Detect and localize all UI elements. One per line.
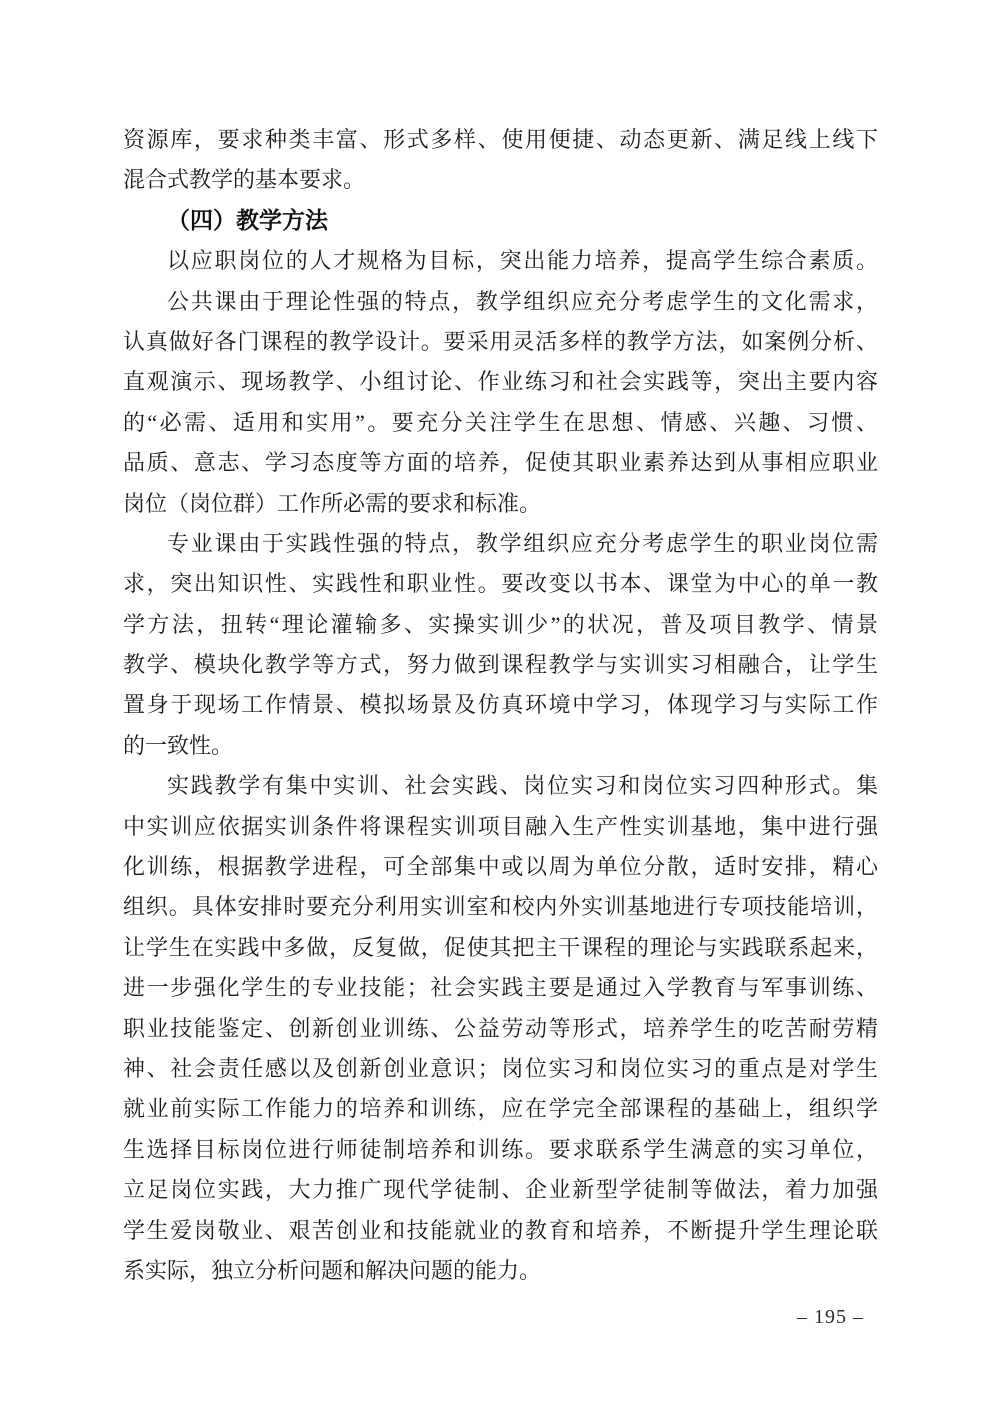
text-line: 实践教学有集中实训、社会实践、岗位实习和岗位实习四种形式。集 bbox=[167, 773, 878, 799]
document-text-block bbox=[123, 120, 878, 1291]
text-line: 教学、模块化教学等方式，努力做到课程教学与实训实习相融合，让学生 bbox=[123, 652, 878, 678]
text-line: 就业前实际工作能力的培养和训练，应在学完全部课程的基础上，组织学 bbox=[123, 1096, 878, 1122]
text-line: 进一步强化学生的专业技能；社会实践主要是通过入学教育与军事训练、 bbox=[123, 975, 878, 1001]
text-line: 的一致性。 bbox=[123, 732, 234, 758]
text-line: 直观演示、现场教学、小组讨论、作业练习和社会实践等，突出主要内容 bbox=[123, 369, 878, 395]
text-line: 组织。具体安排时要充分利用实训室和校内外实训基地进行专项技能培训， bbox=[123, 894, 878, 920]
text-line: 学生爱岗敬业、艰苦创业和技能就业的教育和培养，不断提升学生理论联 bbox=[123, 1217, 878, 1243]
text-line: 认真做好各门课程的教学设计。要采用灵活多样的教学方法，如案例分析、 bbox=[123, 328, 878, 354]
text-line: 混合式教学的基本要求。 bbox=[123, 167, 366, 193]
text-line: 系实际，独立分析问题和解决问题的能力。 bbox=[123, 1257, 542, 1283]
section-heading: （四）教学方法 bbox=[167, 207, 328, 233]
page-footer bbox=[797, 1303, 864, 1331]
text-line: 置身于现场工作情景、模拟场景及仿真环境中学习，体现学习与实际工作 bbox=[123, 692, 878, 718]
text-line: 职业技能鉴定、创新创业训练、公益劳动等形式，培养学生的吃苦耐劳精 bbox=[123, 1015, 878, 1041]
text-line: 让学生在实践中多做，反复做，促使其把主干课程的理论与实践联系起来， bbox=[123, 934, 878, 960]
text-line: 岗位（岗位群）工作所必需的要求和标准。 bbox=[123, 490, 542, 516]
text-line: 立足岗位实践，大力推广现代学徒制、企业新型学徒制等做法，着力加强 bbox=[123, 1177, 878, 1203]
text-line: 资源库，要求种类丰富、形式多样、使用便捷、动态更新、满足线上线下 bbox=[123, 127, 878, 152]
text-line: 求，突出知识性、实践性和职业性。要改变以书本、课堂为中心的单一教 bbox=[123, 571, 878, 597]
text-line: 中实训应依据实训条件将课程实训项目融入生产性实训基地，集中进行强 bbox=[123, 813, 878, 839]
text-line: 化训练，根据教学进程，可全部集中或以周为单位分散，适时安排，精心 bbox=[123, 854, 878, 880]
text-line: 以应职岗位的人才规格为目标，突出能力培养，提高学生综合素质。 bbox=[167, 248, 878, 274]
text-line: 品质、意志、学习态度等方面的培养，促使其职业素养达到从事相应职业 bbox=[123, 450, 878, 476]
text-line: 生选择目标岗位进行师徒制培养和训练。要求联系学生满意的实习单位， bbox=[123, 1136, 878, 1162]
text-line: 学方法，扭转“理论灌输多、实操实训少”的状况，普及项目教学、情景 bbox=[123, 611, 878, 637]
page-number: – 195 – bbox=[797, 1306, 864, 1328]
text-line: 的“必需、适用和实用”。要充分关注学生在思想、情感、兴趣、习惯、 bbox=[123, 409, 878, 435]
text-line: 神、社会责任感以及创新创业意识；岗位实习和岗位实习的重点是对学生 bbox=[123, 1055, 878, 1081]
text-line: 专业课由于实践性强的特点，教学组织应充分考虑学生的职业岗位需 bbox=[167, 530, 878, 556]
text-line: 公共课由于理论性强的特点，教学组织应充分考虑学生的文化需求， bbox=[167, 288, 878, 314]
